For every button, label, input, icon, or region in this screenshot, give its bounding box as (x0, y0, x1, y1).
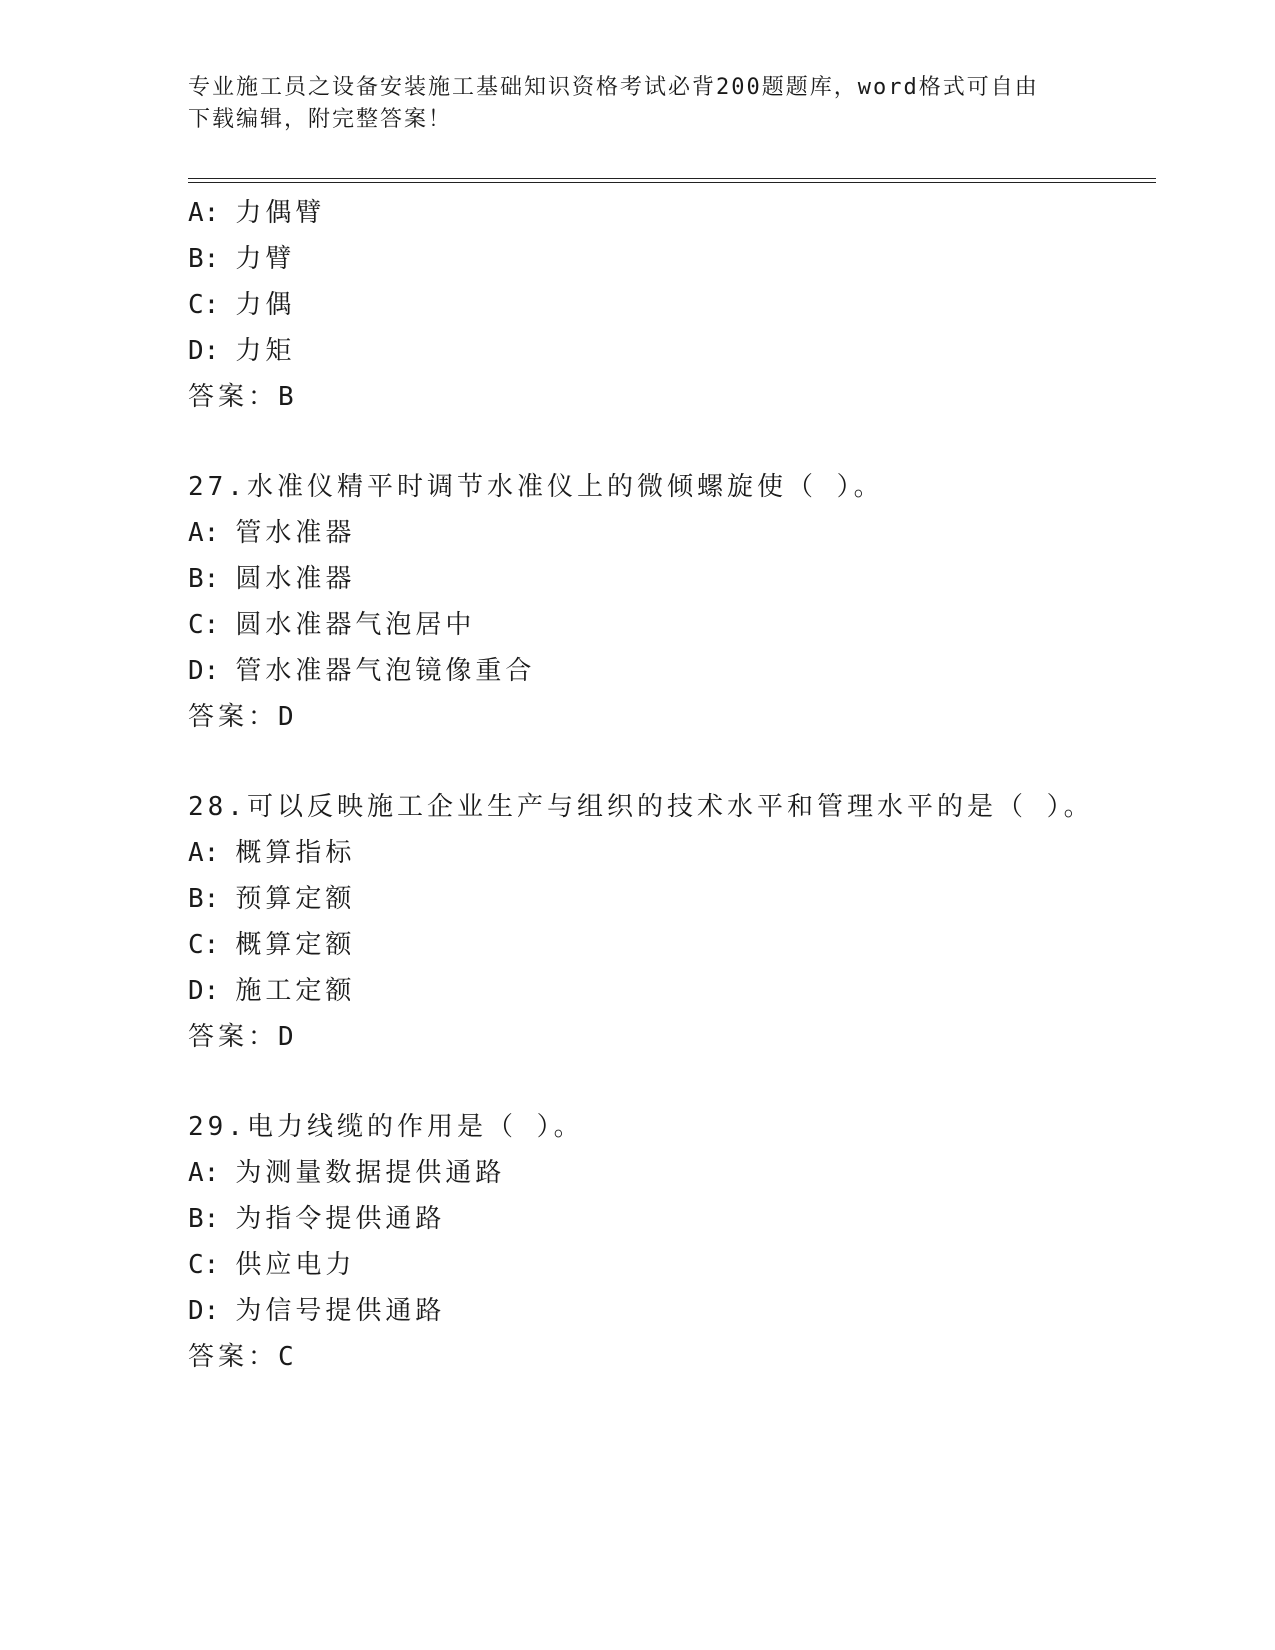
option-a: A: 力偶臂 (188, 198, 326, 228)
option-c: C: 供应电力 (188, 1250, 356, 1280)
question-stem: 27.水准仪精平时调节水准仪上的微倾螺旋使（ ）。 (188, 472, 884, 502)
spacer (188, 420, 1156, 464)
option-a: A: 为测量数据提供通路 (188, 1158, 506, 1188)
option-a: A: 概算指标 (188, 838, 356, 868)
question-stem: 29.电力线缆的作用是（ ）。 (188, 1112, 584, 1142)
answer: 答案：D (188, 1022, 298, 1052)
question-list (188, 190, 1156, 1380)
option-b: B: 力臂 (188, 244, 296, 274)
spacer (188, 1060, 1156, 1104)
header-rule-top (188, 178, 1156, 179)
option-b: B: 为指令提供通路 (188, 1204, 446, 1234)
question-26 (188, 190, 1156, 420)
option-d: D: 为信号提供通路 (188, 1296, 446, 1326)
question-29 (188, 1104, 1156, 1380)
answer: 答案：C (188, 1342, 298, 1372)
answer: 答案：B (188, 382, 298, 412)
option-d: D: 施工定额 (188, 976, 356, 1006)
option-b: B: 预算定额 (188, 884, 356, 914)
option-c: C: 概算定额 (188, 930, 356, 960)
header-rule-bottom (188, 182, 1156, 183)
header-title-line-1: 专业施工员之设备安装施工基础知识资格考试必背200题题库，word格式可自由 (188, 75, 1039, 100)
answer: 答案：D (188, 702, 298, 732)
option-a: A: 管水准器 (188, 518, 356, 548)
document-header (188, 72, 1068, 136)
option-c: C: 力偶 (188, 290, 296, 320)
question-28 (188, 784, 1156, 1060)
question-27 (188, 464, 1156, 740)
header-title-line-2: 下载编辑，附完整答案！ (188, 107, 453, 132)
option-d: D: 管水准器气泡镜像重合 (188, 656, 536, 686)
question-stem: 28.可以反映施工企业生产与组织的技术水平和管理水平的是（ ）。 (188, 792, 1094, 822)
option-c: C: 圆水准器气泡居中 (188, 610, 476, 640)
option-b: B: 圆水准器 (188, 564, 356, 594)
spacer (188, 740, 1156, 784)
option-d: D: 力矩 (188, 336, 296, 366)
